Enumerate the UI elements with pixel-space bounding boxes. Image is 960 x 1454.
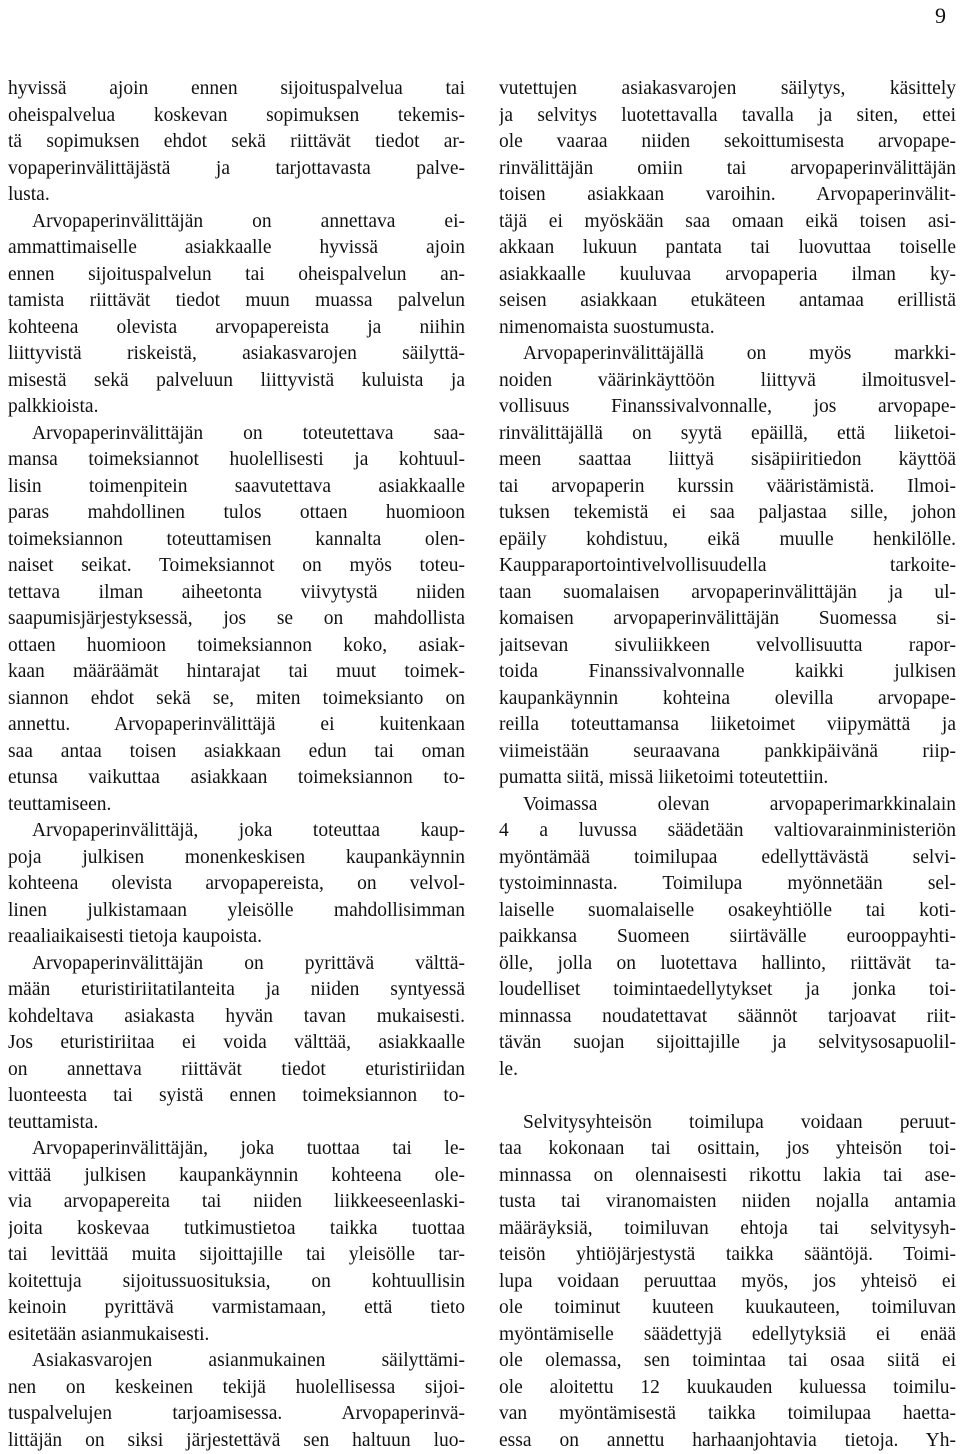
text-line: Arvopaperinvälittäjän, joka tuottaa tai le- <box>8 1136 465 1163</box>
text-line: komaisen arvopaperinvälittäjän Suomessa si- <box>499 606 956 633</box>
text-line: lusta. <box>8 182 465 209</box>
text-line: tettava ilman aiheetonta viivytystä niiden <box>8 580 465 607</box>
text-line: epäily kohdistuu, eikä muulle henkilölle. <box>499 527 956 554</box>
text-line: mansa toimeksiannot huolellisesti ja kohtuul- <box>8 447 465 474</box>
text-line: toisen asiakkaan varoihin. Arvopaperinvälit- <box>499 182 956 209</box>
text-line: poja julkisen monenkeskisen kaupankäynnin <box>8 845 465 872</box>
text-line: vopaperinvälittäjästä ja tarjottavasta palve- <box>8 156 465 183</box>
text-line: hyvissä ajoin ennen sijoituspalvelua tai <box>8 76 465 103</box>
text-line: täjä ei myöskään saa omaan eikä toisen asi- <box>499 209 956 236</box>
text-line: myöntämää toimilupaa edellyttävästä selvi- <box>499 845 956 872</box>
text-line: ole toiminut kuuteen kuukauteen, toimiluvan <box>499 1295 956 1322</box>
text-line: saapumisjärjestyksessä, jos se on mahdollista <box>8 606 465 633</box>
text-line: nimenomaista suostumusta. <box>499 315 956 342</box>
text-line: myöntämiselle säädettyjä edellytyksiä ei enää <box>499 1322 956 1349</box>
text-line: essa on annettu harhaanjohtavia tietoja. Yh- <box>499 1428 956 1454</box>
text-line: teuttamista. <box>8 1110 465 1137</box>
text-line: paras mahdollinen tulos ottaen huomioon <box>8 500 465 527</box>
text-line: toimeksiannon toteuttamisen kannalta olen- <box>8 527 465 554</box>
text-line: lisin toimenpitein saavutettava asiakkaalle <box>8 474 465 501</box>
text-line: taan suomalaisen arvopaperinvälittäjän ja ul- <box>499 580 956 607</box>
text-line: loudelliset toimintaedellytykset ja jonka toi- <box>499 977 956 1004</box>
text-line: mään eturistiriitatilanteita ja niiden syntyessä <box>8 977 465 1004</box>
text-line: van myöntämisestä taikka toimilupaa haetta- <box>499 1401 956 1428</box>
text-line: minnassa noudatettavat säännöt tarjoavat riit- <box>499 1004 956 1031</box>
text-line: meen saattaa liittyä sisäpiiritiedon käyttöä <box>499 447 956 474</box>
text-line: on annettava riittävät tiedot eturistiriidan <box>8 1057 465 1084</box>
text-line: esitetään asianmukaisesti. <box>8 1322 465 1349</box>
text-line: oheispalvelua koskevan sopimuksen tekemis- <box>8 103 465 130</box>
text-line: noiden väärinkäyttöön liittyvä ilmoitusvel- <box>499 368 956 395</box>
text-line: annettu. Arvopaperinvälittäjä ei kuitenkaan <box>8 712 465 739</box>
text-line: akkaan lukuun pantata tai luovuttaa toiselle <box>499 235 956 262</box>
text-line: jaitsevan sivuliikkeen velvollisuutta rapor- <box>499 633 956 660</box>
text-line: rinvälittäjällä on syytä epäillä, että liiketoi- <box>499 421 956 448</box>
text-line: tuspalvelujen tarjoamisessa. Arvopaperinvä- <box>8 1401 465 1428</box>
text-line: tä sopimuksen ehdot sekä riittävät tiedot ar- <box>8 129 465 156</box>
text-line: Kaupparaportointivelvollisuudella tarkoite- <box>499 553 956 580</box>
right-column <box>499 76 956 1454</box>
text-line: ölle, jolla on luotettava hallinto, riittävät ta- <box>499 951 956 978</box>
text-line: asiakkaalle kuuluvaa arvopaperia ilman ky- <box>499 262 956 289</box>
text-line: le. <box>499 1057 956 1084</box>
text-line: teuttamiseen. <box>8 792 465 819</box>
text-line: via arvopapereita tai niiden liikkeeseenlaski- <box>8 1189 465 1216</box>
text-line: Arvopaperinvälittäjän on pyrittävä välttä- <box>8 951 465 978</box>
text-line: paikkansa Suomeen siirtävälle eurooppayhti- <box>499 924 956 951</box>
text-line: siannon ehdot sekä se, miten toimeksianto on <box>8 686 465 713</box>
text-line: joita koskevaa tutkimustietoa taikka tuottaa <box>8 1216 465 1243</box>
text-line: tuksen tekemistä ei saa paljastaa sille, johon <box>499 500 956 527</box>
text-line: linen julkistamaan yleisölle mahdollisimman <box>8 898 465 925</box>
text-line: etunsa vaikuttaa asiakkaan toimeksiannon to- <box>8 765 465 792</box>
text-line: toida Finanssivalvonnalle kaikki julkisen <box>499 659 956 686</box>
text-line: Asiakasvarojen asianmukainen säilyttämi- <box>8 1348 465 1375</box>
text-line: seisen asiakkaan etukäteen antamaa erillistä <box>499 288 956 315</box>
text-line: reilla toteuttamansa liiketoimet viipymättä ja <box>499 712 956 739</box>
text-line: tusta tai viranomaisten niiden nojalla antamia <box>499 1189 956 1216</box>
text-line: Selvitysyhteisön toimilupa voidaan peruut- <box>499 1110 956 1137</box>
text-line: Jos eturistiriitaa ei voida välttää, asiakkaalle <box>8 1030 465 1057</box>
text-line: määräyksiä, toimiluvan ehtoja tai selvitysyh- <box>499 1216 956 1243</box>
text-line: vittää julkisen kaupankäynnin kohteena ole- <box>8 1163 465 1190</box>
text-line: tystoiminnasta. Toimilupa myönnetään sel- <box>499 871 956 898</box>
text-line: koitettuja sijoitussuosituksia, on kohtuullisin <box>8 1269 465 1296</box>
text-line: kaupankäynnin kohteina olevilla arvopape- <box>499 686 956 713</box>
text-line: Voimassa olevan arvopaperimarkkinalain <box>499 792 956 819</box>
text-line: naiset seikat. Toimeksiannot on myös toteu- <box>8 553 465 580</box>
text-line: palkkioista. <box>8 394 465 421</box>
text-line: keinoin pyrittävä varmistamaan, että tieto <box>8 1295 465 1322</box>
text-line: ammattimaiselle asiakkaalle hyvissä ajoin <box>8 235 465 262</box>
text-line: rinvälittäjän omiin tai arvopaperinvälittäjän <box>499 156 956 183</box>
text-line: kaan määräämät hintarajat tai muut toimek- <box>8 659 465 686</box>
text-line: tai arvopaperin kurssin vääristämistä. Ilmoi- <box>499 474 956 501</box>
left-column <box>8 76 465 1454</box>
text-line: misestä sekä palveluun liittyvistä kuluista ja <box>8 368 465 395</box>
text-line: 4 a luvussa säädetään valtiovarainministeriön <box>499 818 956 845</box>
text-line: Arvopaperinvälittäjän on toteutettava saa- <box>8 421 465 448</box>
text-line: lupa voidaan peruuttaa myös, jos yhteisö ei <box>499 1269 956 1296</box>
text-line: ole olemassa, sen toimintaa tai osaa siitä ei <box>499 1348 956 1375</box>
text-line: kohteena olevista arvopapereista ja niihin <box>8 315 465 342</box>
text-line: teisön yhtiöjärjestystä taikka sääntöjä. Toimi- <box>499 1242 956 1269</box>
text-line: littäjän on siksi järjestettävä sen haltuun luo- <box>8 1428 465 1454</box>
text-line <box>499 1083 956 1110</box>
text-line: luonteesta tai syistä ennen toimeksiannon to- <box>8 1083 465 1110</box>
text-line: pumatta siitä, missä liiketoimi toteutettiin. <box>499 765 956 792</box>
text-line: laiselle suomalaiselle osakeyhtiölle tai koti- <box>499 898 956 925</box>
text-line: taa kokonaan tai osittain, jos yhteisön toi- <box>499 1136 956 1163</box>
text-line: tamista riittävät tiedot muun muassa palvelun <box>8 288 465 315</box>
text-line: ole vaaraa niiden sekoittumisesta arvopape- <box>499 129 956 156</box>
text-line: ennen sijoituspalvelun tai oheispalvelun an- <box>8 262 465 289</box>
text-line: viimeistään seuraavana pankkipäivänä riip- <box>499 739 956 766</box>
page-number: 9 <box>935 4 946 28</box>
text-line: vutettujen asiakasvarojen säilytys, käsittely <box>499 76 956 103</box>
text-line: Arvopaperinvälittäjän on annettava ei- <box>8 209 465 236</box>
text-line: ja selvitys luotettavalla tavalla ja siten, ettei <box>499 103 956 130</box>
text-line: tävän suojan sijoittajille ja selvitysosapuolil- <box>499 1030 956 1057</box>
text-line: tai levittää muita sijoittajille tai yleisölle tar- <box>8 1242 465 1269</box>
text-line: ottaen huomioon toimeksiannon koko, asiak- <box>8 633 465 660</box>
text-line: kohteena olevista arvopapereista, on velvol- <box>8 871 465 898</box>
text-line: Arvopaperinvälittäjällä on myös markki- <box>499 341 956 368</box>
text-line: Arvopaperinvälittäjä, joka toteuttaa kaup- <box>8 818 465 845</box>
text-line: ole aloitettu 12 kuukauden kuluessa toimilu- <box>499 1375 956 1402</box>
text-line: liittyvistä riskeistä, asiakasvarojen säilyttä- <box>8 341 465 368</box>
text-line: kohdeltava asiakasta hyvän tavan mukaisesti. <box>8 1004 465 1031</box>
text-line: minnassa on olennaisesti rikottu lakia tai ase- <box>499 1163 956 1190</box>
text-line: nen on keskeinen tekijä huolellisessa sijoi- <box>8 1375 465 1402</box>
text-line: saa antaa toisen asiakkaan edun tai oman <box>8 739 465 766</box>
text-line: reaaliaikaisesti tietoja kaupoista. <box>8 924 465 951</box>
text-line: vollisuus Finanssivalvonnalle, jos arvopape- <box>499 394 956 421</box>
